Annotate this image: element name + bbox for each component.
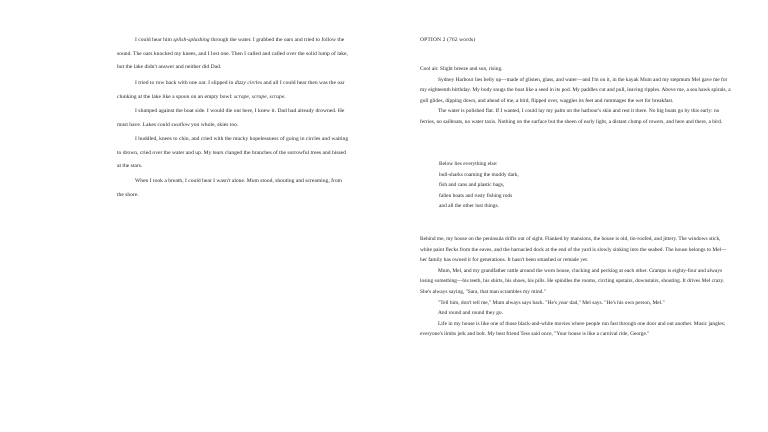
text-run: you whole, skies too.	[189, 121, 239, 128]
left-paragraph-3	[117, 105, 349, 132]
text-run: dad," Mel says. "He's his own person, Mel."	[568, 299, 665, 306]
text-run: and all I could hear then was the oar clunking at the lake like a spoon on an empty bowl:	[117, 80, 345, 100]
text-run: "Tell him, don't tell me," Mum always says back. "He's	[438, 299, 559, 306]
text-run: I huddled, knees to chin, and cried with the mucky hopelessness of going in circles and waiting to drown, cried over the water and up. My tears clanged the branches of the sorrowful trees and hissed at the stars.	[117, 136, 349, 170]
left-paragraph-1	[117, 34, 349, 75]
text-run: When I took a breath, I could hear I wasn't alone. Mum stood, shouting and screaming, from the shore.	[117, 178, 342, 198]
paragraph-water: The water is polished flat. If I wanted, I could lay my palm on the harbour's skin and rest it there. No big boats go by this early: no ferries, no sailboats, no water taxis. Nothing on the surface but the sheen of early light, a distant clump of rowers, and here and there, a bird.	[420, 108, 723, 125]
text-run: I slumped against the boat side. I would die out here, I knew it. Dad had already drowned. He must have. Lakes could	[117, 108, 345, 128]
paragraph-harbour: Sydney Harbour lies belly up—made of glisten, glass, and water—and I'm on it, in the kayak Mum and my stepmum Mel gave me for my eighteenth birthday. My body snugs the boat like a seed in its pod. My paddles cut and pull, leaving ripples. Above me, a sea hawk spirals, a gull glides, dipping down, and ahead of me, a bird, flipped over, waggles its feet and rummages the wet for breakfast.	[420, 76, 731, 104]
italic-text: swallow	[171, 121, 190, 128]
italic-text: scrape, scrape, scrape.	[233, 93, 286, 100]
poem-line: and all the other lost things.	[439, 203, 499, 210]
poem-line: fish and cans and plastic bags,	[439, 182, 505, 189]
paragraph-gramps: Mum, Mel, and my grandfather rattle around the worn house, clucking and pecking at each other. Gramps is eighty-four and always losing something—his teeth, his shirts, his shoes, his pills. He spindles the rooms, circling upstairs, downstairs, shouting. It drives Mel crazy. She's always saying, "Sara, that man scrambles my mind."	[420, 267, 725, 295]
poem-line: bull-sharks roaming the muddy dark,	[439, 171, 519, 178]
opening-line: Cool air. Slight breeze and sun, rising.	[420, 66, 503, 72]
right-block-2	[420, 234, 732, 340]
left-paragraph-4	[117, 133, 349, 174]
text-run: through the water. I grabbed the oars and tried to follow the sound. The oars knocked my knees, and I lost one. Then I called and called over the solid lump of lake, but the lake didn't answer and neither did Dad.	[117, 37, 348, 71]
right-block-1	[420, 64, 732, 128]
italic-text: your	[558, 299, 569, 306]
text-run: I tried to row back with one oar. I slipped in	[135, 80, 235, 86]
left-paragraph-5	[117, 175, 349, 202]
poem-line: fallen boats and rusty fishing rods	[439, 192, 513, 199]
poem-stanza	[439, 159, 699, 212]
paragraph-house: Behind me, my house on the peninsula drifts out of sight. Flanked by mansions, the house is old, tin-roofed, and jittery. The windows stick, white paint flecks from the eaves, and the barnacled dock at the end of the yard is slowly sinking into the seabed. The house belongs to Mel—her family has owned it for generations. It hasn't been smashed or remade yet.	[420, 236, 727, 264]
option-heading: OPTION 2 (762 words)	[420, 37, 476, 43]
left-paragraph-2	[117, 77, 349, 104]
poem-line: Below lies everything else:	[439, 161, 498, 167]
text-run: I could hear him	[135, 37, 174, 43]
right-page	[384, 0, 768, 432]
paragraph-round: And round and round they go.	[438, 310, 503, 317]
paragraph-life: Life in my house is like one of those black-and-white movies where people run fast through one door and out another. Music jangles; everyone's limbs jerk and bolt. My best friend Tess said once, "Your house is like a carnival ride, George."	[420, 320, 726, 338]
italic-text: dizzy circles	[234, 80, 263, 86]
italic-text: splish-splashing	[173, 37, 210, 43]
